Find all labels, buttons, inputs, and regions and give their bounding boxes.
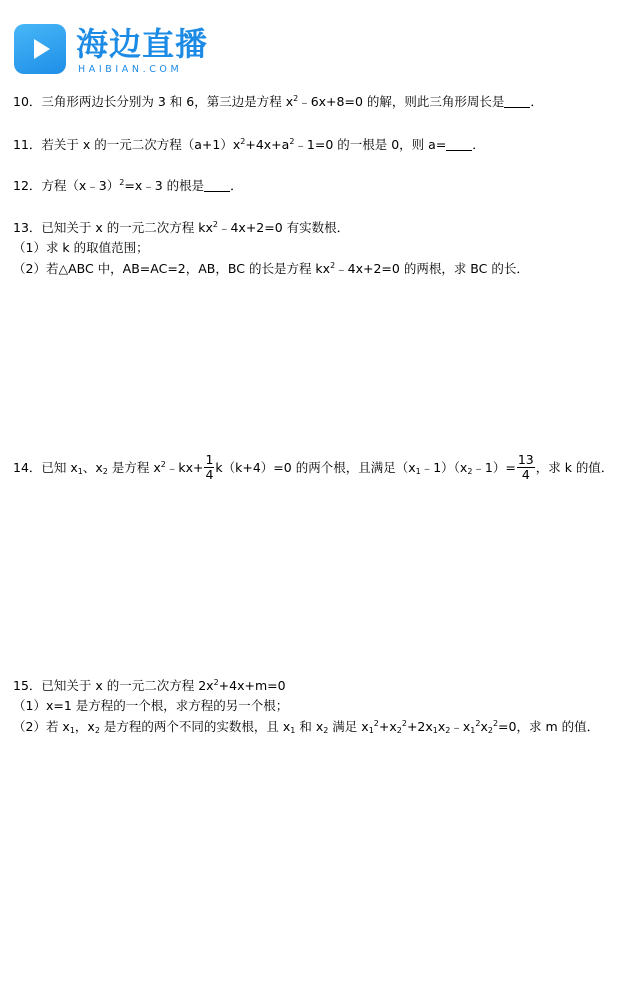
exponent: 2 [289,137,295,146]
question-15-part-1: （1）x=1 是方程的一个根，求方程的另一个根； [13,698,289,713]
exponent: 2 [160,460,166,469]
exponent: 2 [293,94,299,103]
exponent: 2 [373,719,379,728]
play-icon [14,24,66,74]
subscript: 2 [467,467,473,476]
q15-text: ，x [74,719,95,734]
q15-text: =0，求 m 的值． [498,719,600,734]
q15-text: 15．已知关于 x 的一元二次方程 2x [13,678,214,693]
q15-text: +4x+m=0 [218,678,286,693]
exponent: 2 [212,220,218,229]
q14-text: 、x [82,460,103,475]
fraction-numerator: 13 [517,452,534,467]
subscript: 1 [77,467,83,476]
logo-name: 海边直播 [76,25,209,63]
q13-text: （2）若△ABC 中，AB=AC=2，AB，BC 的长是方程 kx [13,261,331,276]
subscript: 1 [470,726,476,735]
logo-badge [14,24,66,74]
subscript: 2 [94,726,100,735]
fraction-one-quarter [204,453,214,482]
exponent: 2 [119,178,125,187]
q13-text: ﹣4x+2=0 有实数根． [217,220,350,235]
q14-text: 是方程 x [107,460,161,475]
question-14 [13,454,613,483]
question-13-part-2 [13,260,529,278]
q14-text: ﹣1）（x [420,460,468,475]
exponent: 2 [240,137,246,146]
q11-text: ﹣1=0 的一根是 0，则 a= [294,137,447,152]
q14-text: ，求 k 的值． [535,460,614,475]
answer-blank[interactable] [504,95,530,108]
fraction-denominator: 4 [205,467,214,482]
q10-text: ． [530,94,543,109]
q15-text: 和 x [295,719,324,734]
subscript: 2 [396,726,402,735]
question-13-part-1: （1）求 k 的取值范围； [13,240,149,255]
exponent: 2 [475,719,481,728]
exponent: 2 [213,678,219,687]
q11-text: ． [472,137,485,152]
question-12 [13,177,243,195]
subscript: 1 [368,726,374,735]
subscript: 2 [487,726,493,735]
q15-text: +2x [406,719,433,734]
q12-text: =x﹣3 的根是 [124,178,205,193]
q11-text: 11．若关于 x 的一元二次方程（a+1）x [13,137,241,152]
q15-text: +x [378,719,397,734]
q15-text: x [480,719,488,734]
fraction-numerator: 1 [205,452,214,467]
answer-blank[interactable] [446,138,472,151]
q14-text: ﹣1）= [472,460,516,475]
subscript: 1 [415,467,421,476]
q12-text: 12．方程（x﹣3） [13,178,120,193]
question-15-stem [13,677,286,695]
logo-subtitle: HAIBIAN.COM [78,64,183,75]
q14-text: k（k+4）=0 的两个根，且满足（x [215,460,416,475]
subscript: 2 [323,726,329,735]
fraction-thirteen-quarters [517,453,535,482]
q10-text: 10．三角形两边长分别为 3 和 6，第三边是方程 x [13,94,294,109]
question-13-stem [13,219,349,237]
exponent: 2 [330,261,336,270]
q14-text: 14．已知 x [13,460,78,475]
q13-text: 13．已知关于 x 的一元二次方程 kx [13,220,213,235]
q10-text: ﹣6x+8=0 的解，则此三角形周长是 [298,94,505,109]
exponent: 2 [492,719,499,728]
question-10 [13,93,543,111]
q14-text: ﹣kx+ [165,460,204,475]
subscript: 2 [445,726,451,735]
q15-text: 满足 x [328,719,369,734]
question-15-part-2 [13,718,599,736]
fraction-denominator: 4 [521,467,530,482]
question-11 [13,136,485,154]
subscript: 1 [69,726,75,735]
q15-text: （2）若 x [13,719,70,734]
answer-blank[interactable] [204,179,230,192]
subscript: 1 [432,726,438,735]
q13-text: ﹣4x+2=0 的两根，求 BC 的长． [335,261,529,276]
q12-text: ． [230,178,243,193]
exponent: 2 [401,719,407,728]
q15-text: 是方程的两个不同的实数根，且 x [99,719,291,734]
q15-text: ﹣x [450,719,471,734]
q11-text: +4x+a [245,137,290,152]
subscript: 2 [102,467,108,476]
subscript: 1 [290,726,296,735]
q15-text: x [437,719,446,734]
site-logo[interactable] [14,24,234,76]
